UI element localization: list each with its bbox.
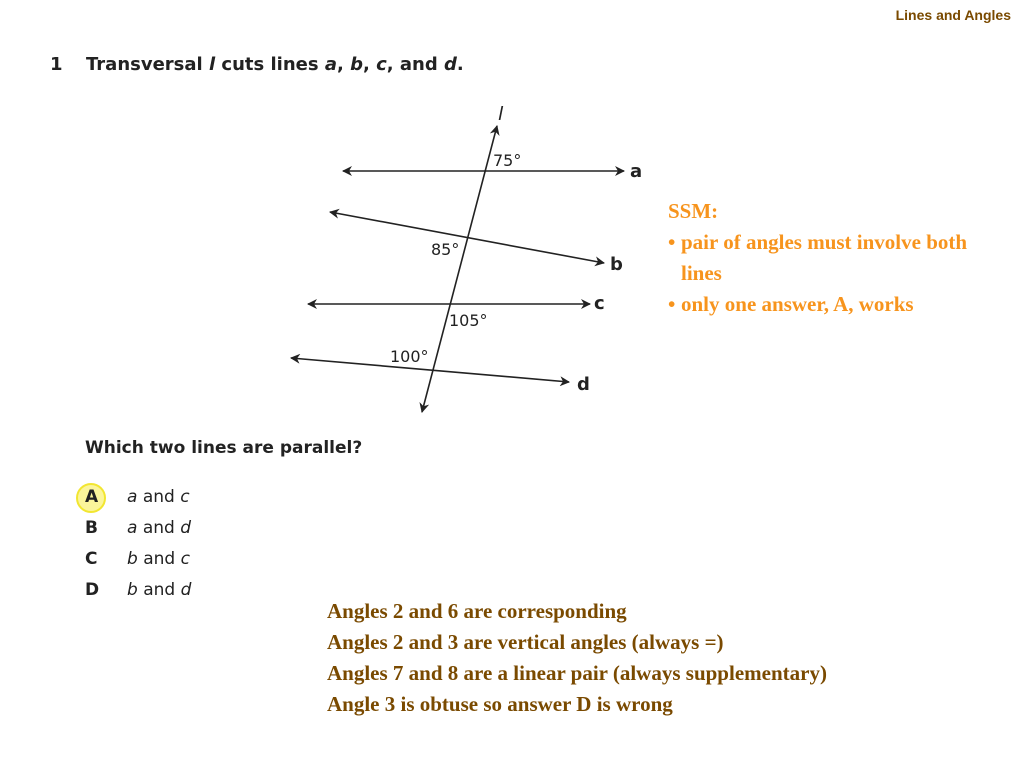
- ssm-bullet-list: [668, 227, 1013, 320]
- choice-b[interactable]: [85, 513, 191, 544]
- question-sep-1: ,: [336, 54, 351, 75]
- transversal-l: [422, 126, 497, 412]
- angle-label-105: 105°: [449, 311, 488, 330]
- note-line: Angle 3 is obtuse so answer D is wrong: [327, 692, 673, 716]
- answer-choices: [85, 482, 191, 606]
- question-text-1: Transversal: [86, 54, 209, 75]
- choice-second-line: d: [180, 518, 192, 538]
- choice-and: and: [137, 580, 181, 600]
- label-line-c: c: [594, 293, 605, 314]
- question-var-l: l: [208, 54, 216, 75]
- choice-c[interactable]: [85, 544, 191, 575]
- prompt-question: Which two lines are parallel?: [85, 438, 363, 458]
- choice-second-line: c: [180, 487, 190, 507]
- label-line-b: b: [610, 254, 623, 275]
- question-var-d: d: [443, 54, 457, 75]
- choice-d[interactable]: [85, 575, 191, 606]
- choice-and: and: [137, 518, 181, 538]
- ssm-note: [668, 196, 1013, 320]
- choice-and: and: [137, 487, 181, 507]
- choice-and: and: [137, 549, 181, 569]
- question-number: 1: [50, 54, 63, 75]
- question-sep-3: , and: [386, 54, 444, 75]
- note-line: Angles 2 and 3 are vertical angles (always =): [327, 630, 724, 654]
- question-var-c: c: [376, 54, 387, 75]
- choice-second-line: c: [180, 549, 190, 569]
- choice-a[interactable]: [85, 482, 191, 513]
- question-end: .: [456, 54, 464, 75]
- slide-title: Lines and Angles: [895, 7, 1011, 23]
- ssm-heading: SSM:: [668, 199, 719, 223]
- choice-letter: B: [85, 518, 98, 538]
- choice-letter: C: [85, 549, 98, 569]
- choice-letter: A: [85, 487, 99, 507]
- question-text-2: cuts lines: [215, 54, 325, 75]
- question-var-b: b: [350, 54, 363, 75]
- choice-first-line: a: [127, 518, 138, 538]
- ssm-bullet: • pair of angles must involve both lines: [668, 227, 1013, 289]
- choice-first-line: b: [127, 549, 138, 569]
- label-line-d: d: [577, 374, 590, 395]
- choice-first-line: b: [127, 580, 138, 600]
- label-line-a: a: [630, 161, 643, 182]
- choice-letter: D: [85, 580, 100, 600]
- question-var-a: a: [324, 54, 337, 75]
- note-line: Angles 7 and 8 are a linear pair (always supplementary): [327, 661, 827, 685]
- choice-second-line: d: [180, 580, 192, 600]
- choice-first-line: a: [127, 487, 138, 507]
- ssm-bullet: • only one answer, A, works: [668, 289, 1013, 320]
- angle-label-100: 100°: [390, 347, 429, 366]
- question-sep-2: ,: [362, 54, 377, 75]
- explanation-notes: [327, 596, 827, 720]
- note-line: Angles 2 and 6 are corresponding: [327, 599, 627, 623]
- label-transversal-l: l: [498, 103, 504, 125]
- angle-label-75: 75°: [493, 151, 522, 170]
- angle-label-85: 85°: [431, 240, 460, 259]
